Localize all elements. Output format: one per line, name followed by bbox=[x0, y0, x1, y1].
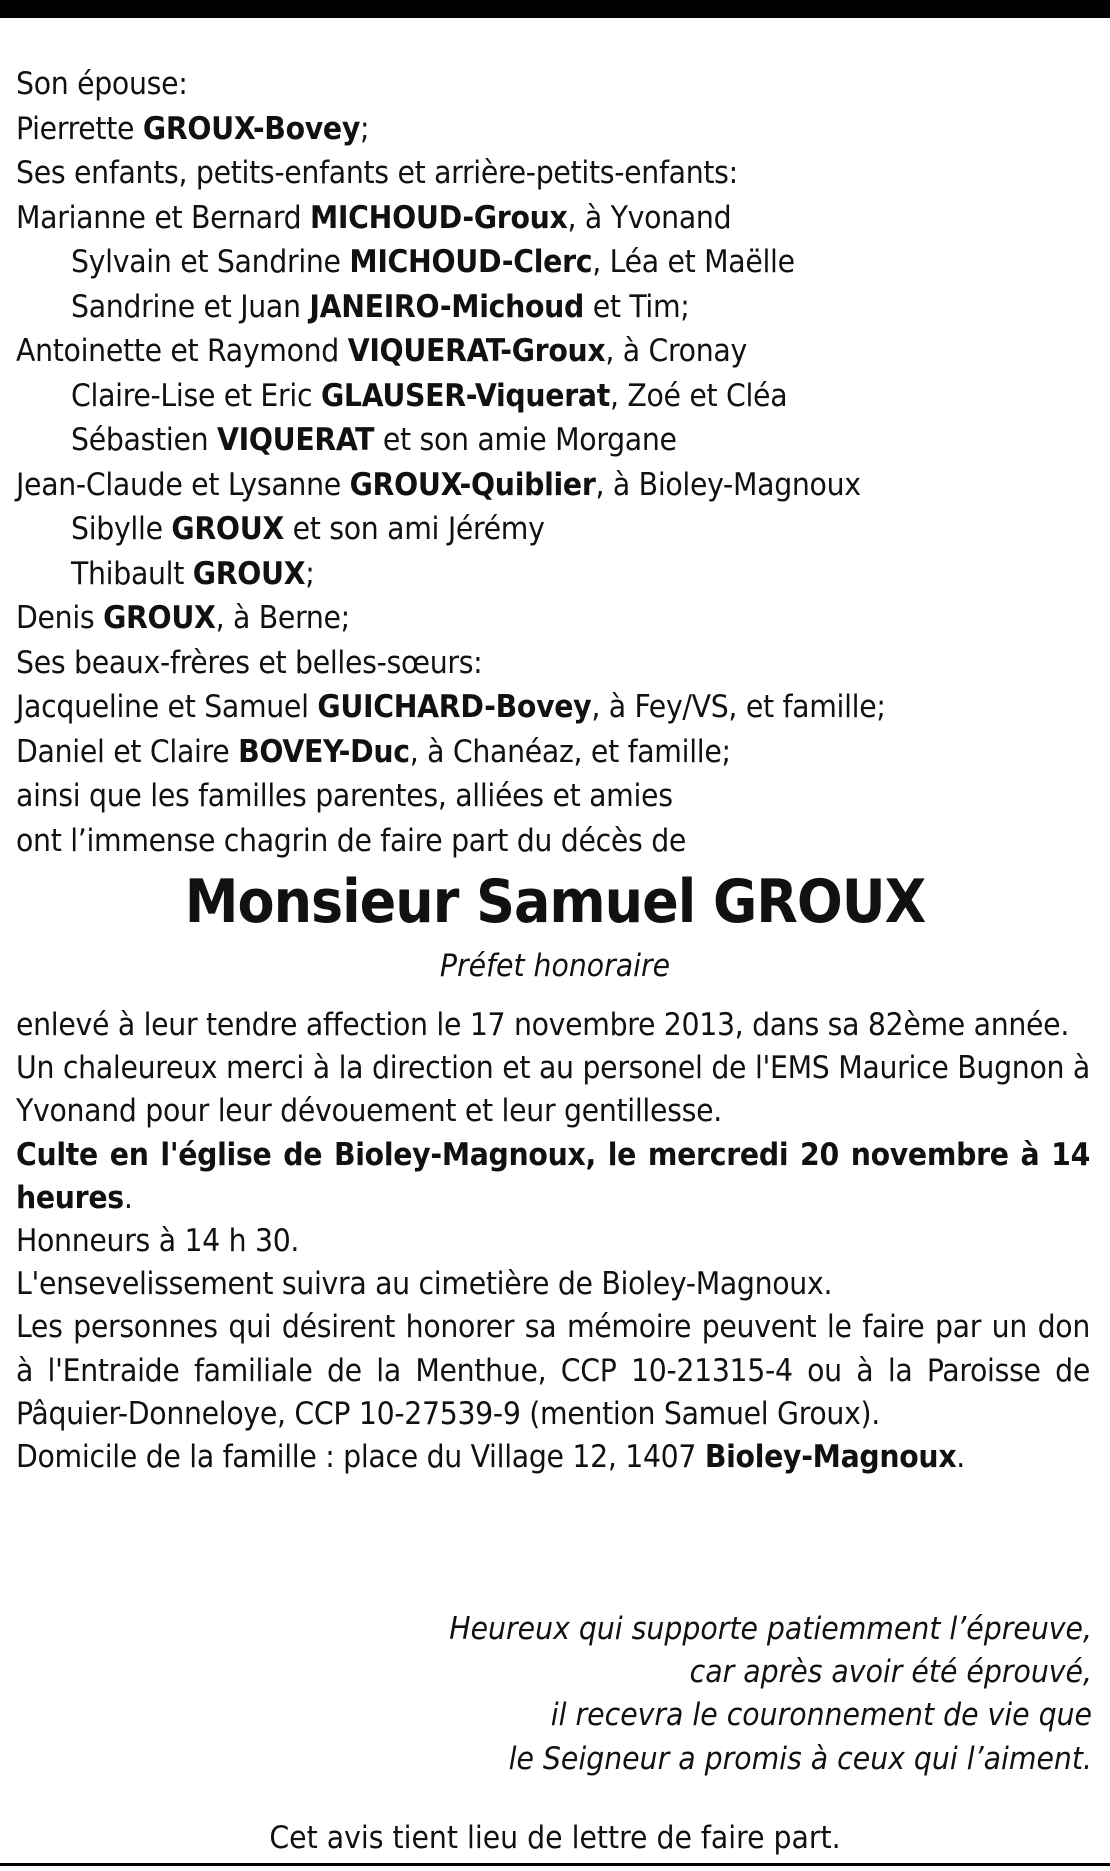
family-line: Jacqueline et Samuel GUICHARD-Bovey, à Fey/VS, et famille; bbox=[16, 689, 886, 725]
family-line: Denis GROUX, à Berne; bbox=[16, 600, 350, 636]
verse-line: le Seigneur a promis à ceux qui l’aiment. bbox=[508, 1740, 1092, 1777]
deceased-name: Monsieur Samuel GROUX bbox=[184, 867, 926, 937]
family-line: Son épouse: bbox=[16, 66, 188, 102]
bottom-rule bbox=[0, 1863, 1110, 1866]
family-line: Antoinette et Raymond VIQUERAT-Groux, à Cronay bbox=[16, 333, 747, 369]
family-line: Sibylle GROUX et son ami Jérémy bbox=[71, 511, 545, 547]
scripture-verse bbox=[449, 1608, 1092, 1781]
family-line: Sébastien VIQUERAT et son amie Morgane bbox=[71, 422, 677, 458]
notice-body bbox=[16, 1004, 1090, 1479]
family-line: ainsi que les familles parentes, alliées et amies bbox=[16, 778, 673, 814]
family-line: Sylvain et Sandrine MICHOUD-Clerc, Léa et Maëlle bbox=[71, 244, 795, 280]
verse-line: Heureux qui supporte patiemment l’épreuve, bbox=[449, 1611, 1092, 1647]
top-rule bbox=[0, 0, 1110, 18]
notice-paragraph: L'ensevelissement suivra au cimetière de Bioley-Magnoux. bbox=[16, 1266, 833, 1303]
notice-paragraph: Honneurs à 14 h 30. bbox=[16, 1223, 300, 1260]
verse-line: car après avoir été éprouvé, bbox=[689, 1654, 1092, 1691]
family-line: Ses enfants, petits-enfants et arrière-petits-enfants: bbox=[16, 155, 738, 191]
notice-paragraph: Un chaleureux merci à la direction et au personel de l'EMS Maurice Bugnon à Yvonand pour leur dévouement et leur gentillesse. bbox=[16, 1050, 1090, 1130]
notice-paragraph: Les personnes qui désirent honorer sa mémoire peuvent le faire par un don à l'Entraide familiale de la Menthue, CCP 10-21315-4 ou à la Paroisse de Pâquier-Donneloye, CCP 10-27539-9 (mention Samuel Groux). bbox=[16, 1309, 1090, 1432]
family-line: Claire-Lise et Eric GLAUSER-Viquerat, Zoé et Cléa bbox=[71, 377, 788, 414]
family-list bbox=[16, 62, 1096, 863]
family-line: Marianne et Bernard MICHOUD-Groux, à Yvonand bbox=[16, 199, 732, 236]
family-line: Sandrine et Juan JANEIRO-Michoud et Tim; bbox=[71, 288, 690, 325]
notice-paragraph: enlevé à leur tendre affection le 17 novembre 2013, dans sa 82ème année. bbox=[16, 1007, 1070, 1043]
service-details: Culte en l'église de Bioley-Magnoux, le mercredi 20 novembre à 14 heures. bbox=[16, 1136, 1090, 1216]
verse-line: il recevra le couronnement de vie que bbox=[550, 1697, 1092, 1734]
family-line: Daniel et Claire BOVEY-Duc, à Chanéaz, et famille; bbox=[16, 733, 731, 770]
family-line: Jean-Claude et Lysanne GROUX-Quiblier, à Bioley-Magnoux bbox=[16, 466, 861, 503]
family-line: Ses beaux-frères et belles-sœurs: bbox=[16, 644, 483, 681]
footer-note: Cet avis tient lieu de lettre de faire part. bbox=[269, 1820, 841, 1856]
family-line: Pierrette GROUX-Bovey; bbox=[16, 110, 370, 147]
family-line: Thibault GROUX; bbox=[71, 555, 315, 592]
family-line: ont l’immense chagrin de faire part du décès de bbox=[16, 822, 687, 859]
deceased-title: Préfet honoraire bbox=[439, 948, 671, 984]
family-address: Domicile de la famille : place du Village 12, 1407 Bioley-Magnoux. bbox=[16, 1439, 965, 1476]
